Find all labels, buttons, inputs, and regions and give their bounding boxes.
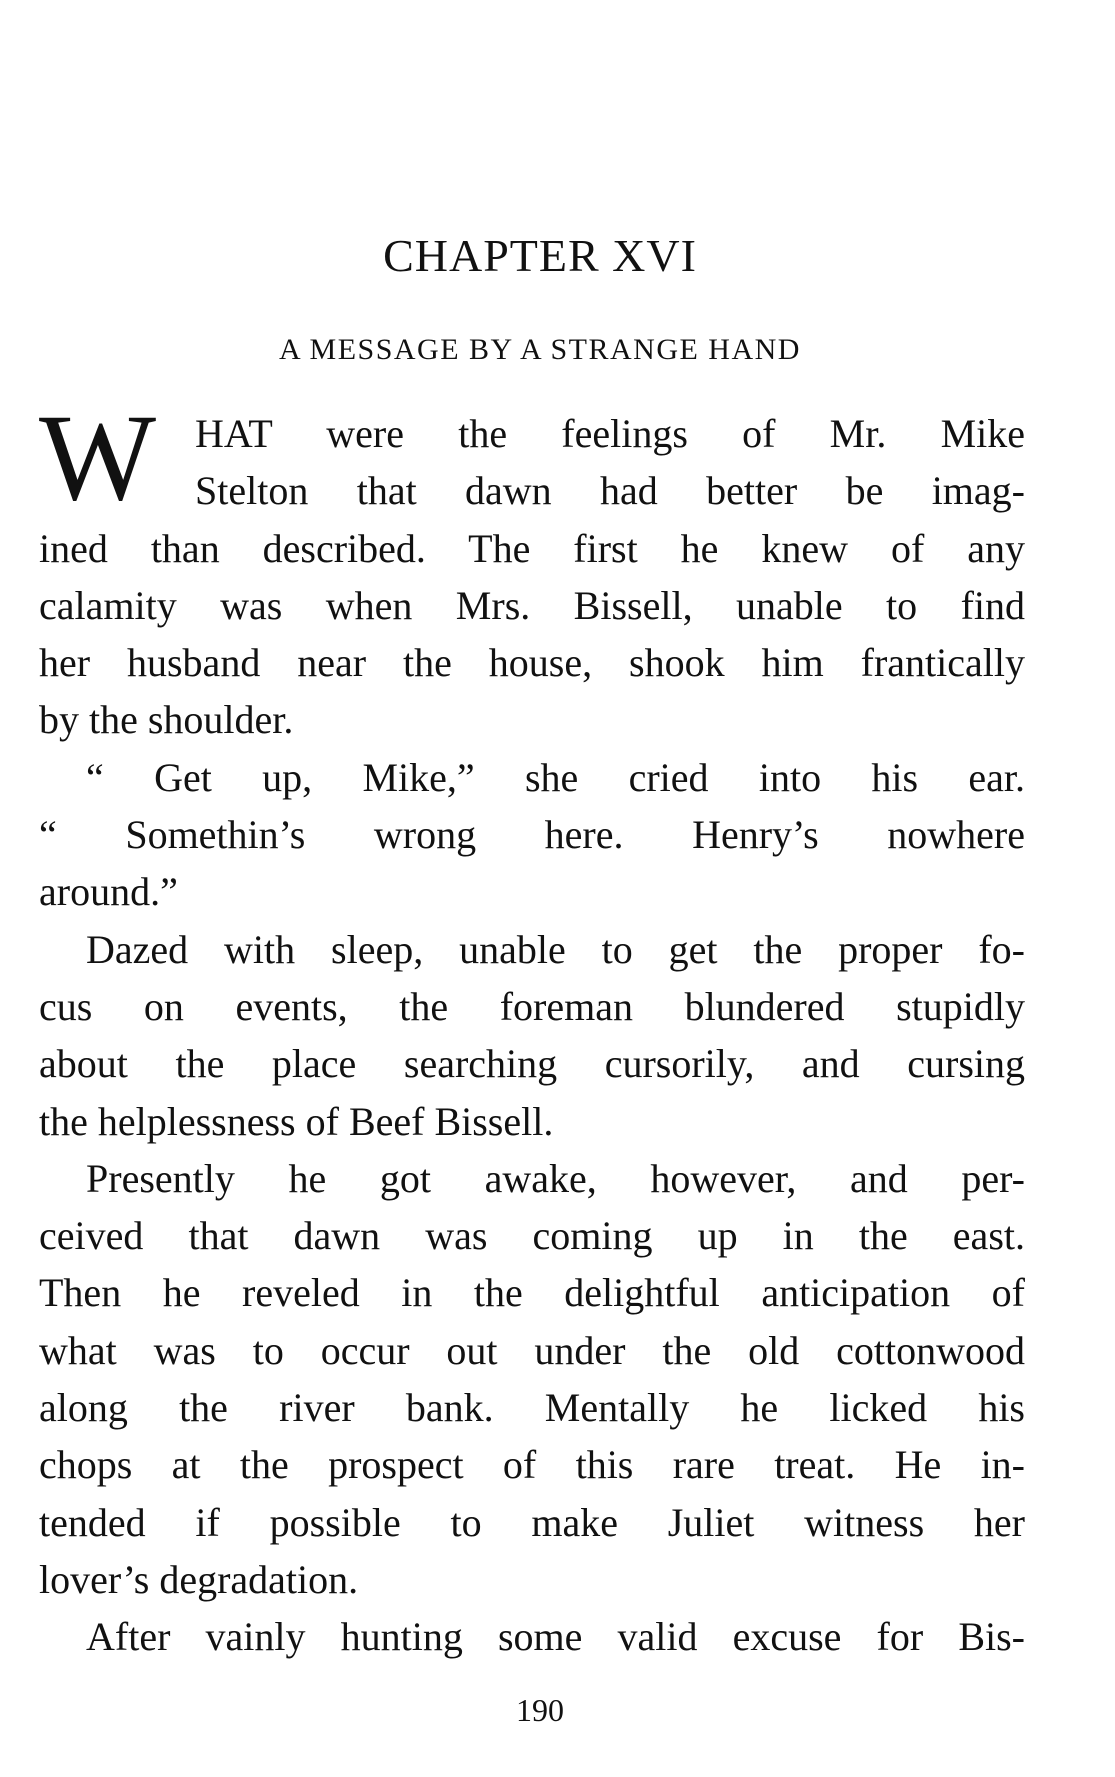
- text-line: After vainly hunting some valid excuse for Bis-: [86, 1614, 1025, 1660]
- text-line: calamity was when Mrs. Bissell, unable to find: [39, 582, 1025, 628]
- text-line: what was to occur out under the old cottonwood: [39, 1327, 1025, 1373]
- text-line: chops at the prospect of this rare treat. He in-: [39, 1442, 1025, 1488]
- body-text: [39, 405, 1025, 1666]
- chapter-title: A MESSAGE BY A STRANGE HAND: [279, 333, 801, 366]
- text-line: lover’s degradation.: [39, 1556, 359, 1602]
- text-line: by the shoulder.: [39, 697, 294, 743]
- text-line: cus on events, the foreman blundered stupidly: [39, 983, 1025, 1029]
- text-line: “ Get up, Mike,” she cried into his ear.: [86, 754, 1025, 800]
- text-line: around.”: [39, 869, 178, 915]
- text-line: “ Somethin’s wrong here. Henry’s nowhere: [39, 812, 1025, 858]
- chapter-number: CHAPTER XVI: [383, 230, 697, 281]
- text-line: Dazed with sleep, unable to get the proper fo-: [86, 926, 1025, 972]
- drop-cap-letter: W: [39, 389, 157, 526]
- text-line: ceived that dawn was coming up in the east.: [39, 1213, 1025, 1259]
- text-line: her husband near the house, shook him frantically: [39, 640, 1025, 686]
- text-line: the helplessness of Beef Bissell.: [39, 1098, 554, 1144]
- text-line: Then he reveled in the delightful anticipation of: [39, 1270, 1025, 1316]
- text-line: HAT were the feelings of Mr. Mike: [195, 411, 1025, 456]
- text-line: ined than described. The first he knew of any: [39, 525, 1025, 571]
- text-line: along the river bank. Mentally he licked his: [39, 1385, 1025, 1431]
- text-line: Presently he got awake, however, and per-: [86, 1155, 1025, 1201]
- text-line: about the place searching cursorily, and cursing: [39, 1041, 1025, 1087]
- text-line: Stelton that dawn had better be imag-: [195, 468, 1025, 514]
- page-number: 190: [516, 1692, 564, 1728]
- text-line: tended if possible to make Juliet witness her: [39, 1499, 1025, 1545]
